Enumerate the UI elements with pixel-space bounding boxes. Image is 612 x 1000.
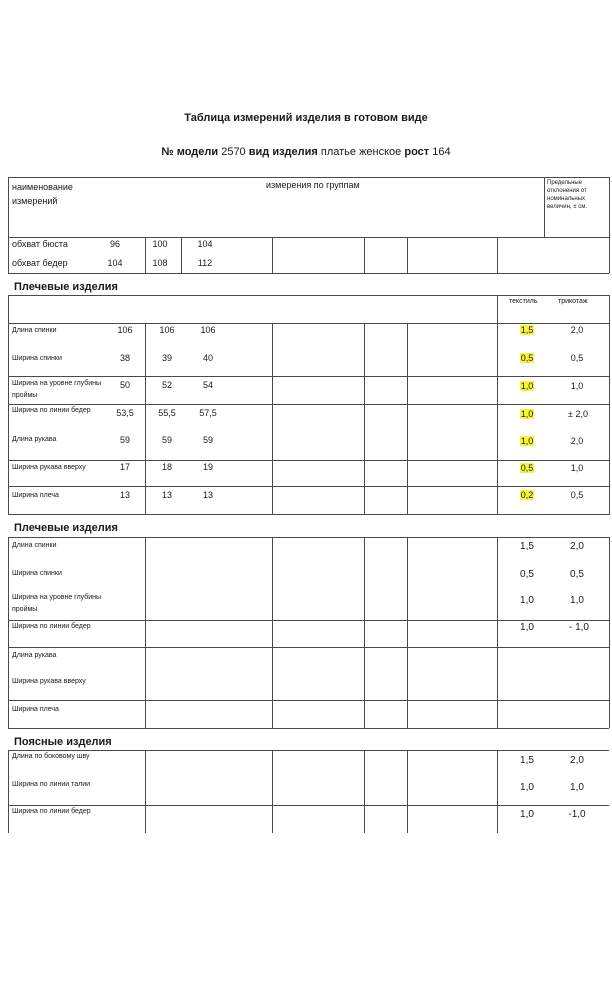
row-label: Ширина по линии талии bbox=[12, 781, 91, 788]
doc-title: Таблица измерений изделия в готовом виде bbox=[184, 112, 428, 124]
row-value: 13 bbox=[161, 490, 172, 500]
textile-value bbox=[512, 409, 542, 419]
row-value: 52 bbox=[161, 380, 172, 390]
textile-highlight: 0,2 bbox=[520, 490, 534, 500]
textile-highlight: 0,5 bbox=[520, 353, 534, 363]
textile-value: 1,0 bbox=[520, 595, 534, 606]
row-value: 106 bbox=[200, 325, 216, 335]
row-value: 106 bbox=[159, 325, 175, 335]
knit-value: 2,0 bbox=[570, 541, 584, 552]
type-value: платье женское bbox=[320, 146, 402, 158]
basic-value: 96 bbox=[109, 239, 120, 249]
basic-value: 104 bbox=[197, 239, 213, 249]
row-label: Ширина плеча bbox=[12, 492, 59, 499]
knit-value: - 1,0 bbox=[568, 622, 589, 633]
knit-value: ± 2,0 bbox=[568, 409, 588, 419]
model-prefix: № модели bbox=[161, 146, 219, 158]
row-label: Ширина рукава вверху bbox=[12, 678, 86, 685]
textile-highlight: 1,0 bbox=[520, 409, 534, 419]
textile-value: 1,0 bbox=[520, 622, 534, 633]
row-label: Длина рукава bbox=[12, 652, 57, 659]
knit-value: 1,0 bbox=[570, 463, 584, 473]
textile-value: 0,5 bbox=[520, 569, 534, 580]
row-value: 17 bbox=[119, 462, 130, 472]
header-groups-col: измерения по группам bbox=[266, 180, 360, 190]
textile-value: 1,0 bbox=[520, 809, 534, 820]
row-label: Ширина рукава вверху bbox=[12, 464, 86, 471]
row-label: Ширина по линии бедер bbox=[12, 623, 91, 630]
row-label: Длина рукава bbox=[12, 436, 57, 443]
basic-value: 112 bbox=[197, 258, 213, 268]
row-value: 13 bbox=[119, 490, 130, 500]
row-label: Длина по боковому шву bbox=[12, 753, 90, 760]
type-prefix: вид изделия bbox=[248, 146, 318, 158]
textile-highlight: 1,0 bbox=[520, 436, 534, 446]
textile-value bbox=[512, 436, 542, 446]
section2-title: Плечевые изделия bbox=[14, 522, 118, 534]
row-label: Ширина спинки bbox=[12, 570, 62, 577]
row-value: 13 bbox=[202, 490, 213, 500]
row-label: Ширина на уровне глубины проймы bbox=[12, 380, 102, 399]
basic-label: обхват бюста bbox=[12, 239, 68, 249]
col-textile: текстиль bbox=[509, 298, 538, 305]
doc-subtitle bbox=[0, 146, 612, 158]
section1-title: Плечевые изделия bbox=[14, 281, 118, 293]
row-value: 53,5 bbox=[116, 408, 134, 418]
basic-value: 100 bbox=[152, 239, 168, 249]
knit-value: 0,5 bbox=[570, 353, 584, 363]
textile-value: 1,5 bbox=[520, 541, 534, 552]
row-value: 38 bbox=[119, 353, 130, 363]
row-label: Ширина по линии бедер bbox=[12, 407, 91, 414]
knit-value: -1,0 bbox=[568, 809, 586, 820]
row-value: 57,5 bbox=[199, 408, 217, 418]
row-value: 59 bbox=[202, 435, 213, 445]
knit-value: 1,0 bbox=[570, 381, 584, 391]
row-label: Ширина на уровне глубины проймы bbox=[12, 594, 102, 613]
basic-value: 108 bbox=[152, 258, 168, 268]
textile-value bbox=[512, 463, 542, 473]
col-knit: трикотаж bbox=[558, 298, 588, 305]
row-value: 55,5 bbox=[158, 408, 176, 418]
row-value: 40 bbox=[202, 353, 213, 363]
row-label: Ширина по линии бедер bbox=[12, 808, 91, 815]
textile-value: 1,5 bbox=[520, 755, 534, 766]
header-limits-col: Предельные отклонения от номинальных величин, ± см. bbox=[547, 180, 587, 210]
header-name-col: наименование измерений bbox=[12, 182, 73, 206]
knit-value: 0,5 bbox=[570, 490, 584, 500]
row-value: 59 bbox=[161, 435, 172, 445]
knit-value: 2,0 bbox=[570, 436, 584, 446]
row-value: 59 bbox=[119, 435, 130, 445]
knit-value: 2,0 bbox=[570, 755, 584, 766]
textile-highlight: 0,5 bbox=[520, 463, 534, 473]
row-value: 19 bbox=[202, 462, 213, 472]
row-value: 39 bbox=[161, 353, 172, 363]
row-value: 106 bbox=[117, 325, 133, 335]
textile-value bbox=[512, 381, 542, 391]
row-label: Длина спинки bbox=[12, 542, 57, 549]
textile-value bbox=[512, 490, 542, 500]
basic-value: 104 bbox=[107, 258, 123, 268]
row-value: 18 bbox=[161, 462, 172, 472]
textile-highlight: 1,5 bbox=[520, 325, 534, 335]
row-label: Ширина плеча bbox=[12, 706, 59, 713]
row-label: Длина спинки bbox=[12, 327, 57, 334]
row-value: 54 bbox=[202, 380, 213, 390]
model-number: 2570 bbox=[221, 146, 246, 158]
knit-value: 1,0 bbox=[570, 595, 584, 606]
height-value: 164 bbox=[432, 146, 451, 158]
knit-value: 2,0 bbox=[570, 325, 584, 335]
row-value: 50 bbox=[119, 380, 130, 390]
knit-value: 1,0 bbox=[570, 782, 584, 793]
section3-title: Поясные изделия bbox=[14, 736, 112, 748]
textile-value bbox=[512, 353, 542, 363]
basic-label: обхват бедер bbox=[12, 258, 68, 268]
textile-value: 1,0 bbox=[520, 782, 534, 793]
textile-value bbox=[512, 325, 542, 335]
height-prefix: рост bbox=[404, 146, 430, 158]
textile-highlight: 1,0 bbox=[520, 381, 534, 391]
knit-value: 0,5 bbox=[570, 569, 584, 580]
row-label: Ширина спинки bbox=[12, 355, 62, 362]
